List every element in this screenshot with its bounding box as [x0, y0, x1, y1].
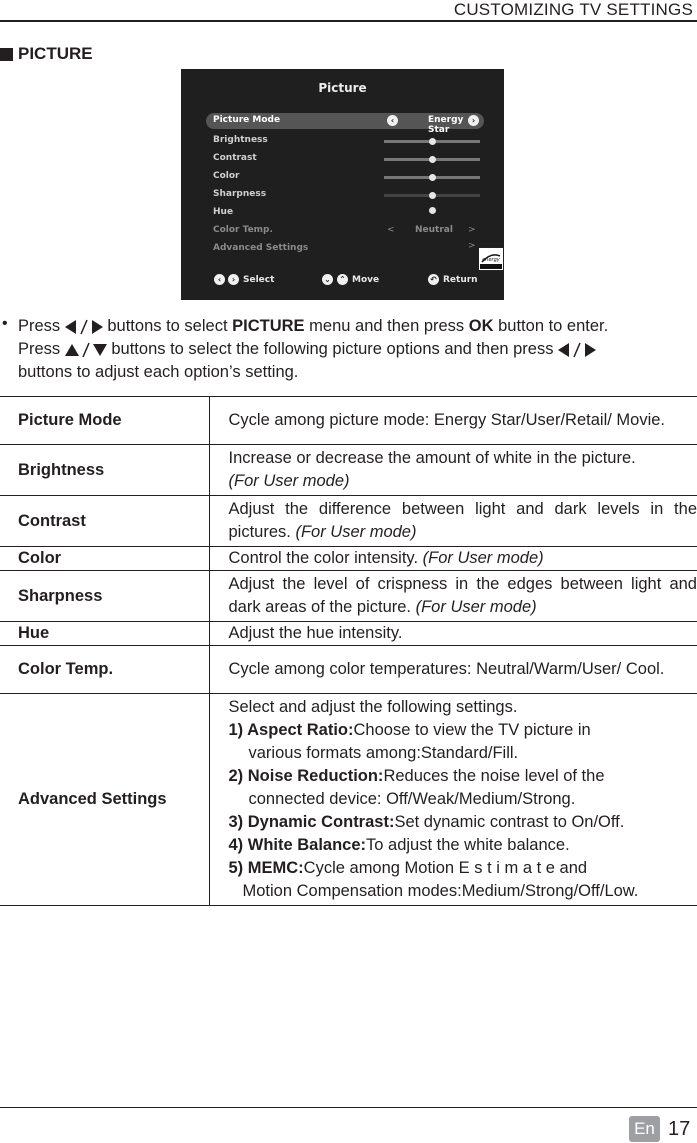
osd-knob-hue [429, 207, 436, 214]
option-name: Contrast [0, 496, 209, 547]
section-square-icon [0, 48, 13, 61]
option-name: Sharpness [0, 571, 209, 622]
osd-footer-right-icon: › [228, 274, 239, 285]
energy-star-logo [478, 247, 504, 271]
osd-footer-move: Move [352, 275, 380, 285]
footer-rule [0, 1107, 697, 1108]
osd-item-color-temp: Color Temp. [213, 225, 273, 235]
table-row [0, 622, 697, 646]
left-right-arrow-icon-2 [558, 342, 596, 358]
intro-ok-key: OK [468, 317, 494, 335]
option-name: Advanced Settings [0, 694, 209, 906]
osd-item-brightness: Brightness [213, 135, 268, 145]
osd-item-color: Color [213, 171, 240, 181]
table-row [0, 547, 697, 571]
left-right-arrow-icon [65, 319, 103, 335]
table-row [0, 646, 697, 694]
osd-title: Picture [318, 81, 367, 95]
advanced-item: 3) Dynamic Contrast:Set dynamic contrast to On/Off. [228, 813, 625, 831]
chapter-title: CUSTOMIZING TV SETTINGS [453, 0, 693, 19]
option-name: Picture Mode [0, 397, 209, 445]
table-row [0, 496, 697, 547]
osd-knob-sharpness [429, 192, 436, 199]
up-down-arrow-icon [65, 342, 107, 358]
picture-menu-screenshot [181, 69, 504, 300]
osd-footer-select: Select [243, 275, 275, 285]
osd-item-advanced-settings: Advanced Settings [213, 243, 309, 253]
osd-footer-return-icon: ↶ [428, 274, 439, 285]
option-name: Brightness [0, 445, 209, 496]
option-desc: Increase or decrease the amount of white in the picture. (For User mode) [209, 445, 697, 496]
intro-paragraph [18, 315, 696, 384]
option-desc: Adjust the difference between light and dark levels in the pictures. (For User mode) [209, 496, 697, 547]
table-row [0, 397, 697, 445]
osd-color-temp-right-icon: > [468, 225, 476, 235]
advanced-item: 2) Noise Reduction:Reduces the noise level of the [228, 767, 605, 785]
osd-knob-color [429, 174, 436, 181]
table-row [0, 694, 697, 906]
advanced-item-cont: Motion Compensation modes:Medium/Strong/Off/Low. [242, 882, 639, 900]
intro-text-4: buttons to select the following picture options and then press [111, 340, 554, 358]
osd-item-hue: Hue [213, 207, 234, 217]
osd-footer-return: Return [443, 275, 478, 285]
osd-footer-up-icon: ⌃ [337, 274, 348, 285]
table-row [0, 571, 697, 622]
advanced-item-cont: various formats among:Standard/Fill. [248, 744, 519, 762]
intro-press-1: Press [18, 317, 61, 335]
section-heading [0, 44, 93, 64]
option-desc: Control the color intensity. (For User mode) [209, 547, 697, 571]
option-desc: Adjust the hue intensity. [209, 622, 697, 646]
osd-picture-mode-value: Energy Star [428, 115, 464, 135]
osd-footer-left-icon: ‹ [214, 274, 225, 285]
intro-text-5: buttons to adjust each option’s setting. [18, 363, 299, 381]
option-desc-advanced [209, 694, 697, 906]
intro-press-2: Press [18, 340, 61, 358]
advanced-item: 4) White Balance:To adjust the white balance. [228, 836, 570, 854]
advanced-item: 1) Aspect Ratio:Choose to view the TV picture in [228, 721, 591, 739]
language-badge: En [629, 1116, 660, 1142]
bullet-icon: • [2, 315, 8, 332]
osd-color-temp-left-icon: < [387, 225, 395, 235]
picture-options-table [0, 396, 697, 906]
option-name: Color [0, 547, 209, 571]
advanced-intro: Select and adjust the following settings. [228, 698, 518, 716]
osd-item-sharpness: Sharpness [213, 189, 267, 199]
option-name: Hue [0, 622, 209, 646]
option-name: Color Temp. [0, 646, 209, 694]
osd-item-picture-mode: Picture Mode [213, 115, 281, 125]
osd-left-arrow-icon: ‹ [387, 115, 398, 126]
option-desc: Cycle among picture mode: Energy Star/User/Retail/ Movie. [209, 397, 697, 445]
intro-text-2: menu and then press [309, 317, 465, 335]
option-desc: Adjust the level of crispness in the edges between light and dark areas of the picture. (For User mode) [209, 571, 697, 622]
osd-color-temp-value: Neutral [415, 225, 453, 235]
table-row [0, 445, 697, 496]
intro-text-3: button to enter. [498, 317, 609, 335]
intro-text-1: buttons to select [107, 317, 228, 335]
section-title: PICTURE [18, 44, 93, 63]
option-desc: Cycle among color temperatures: Neutral/Warm/User/ Cool. [209, 646, 697, 694]
osd-knob-brightness [429, 138, 436, 145]
header-rule [0, 20, 697, 22]
osd-right-arrow-icon: › [468, 115, 479, 126]
svg-text:energy: energy [482, 257, 500, 263]
osd-highlight-picture-mode [206, 113, 484, 135]
advanced-item: 5) MEMC:Cycle among Motion E s t i m a t e and [228, 859, 588, 877]
osd-knob-contrast [429, 156, 436, 163]
advanced-item-cont: connected device: Off/Weak/Medium/Strong. [248, 790, 576, 808]
page-number: 17 [668, 1118, 691, 1140]
osd-item-contrast: Contrast [213, 153, 257, 163]
osd-footer-down-icon: ⌄ [322, 274, 333, 285]
osd-advanced-arrow-icon: > [468, 241, 476, 251]
intro-menu-name: PICTURE [232, 317, 305, 335]
